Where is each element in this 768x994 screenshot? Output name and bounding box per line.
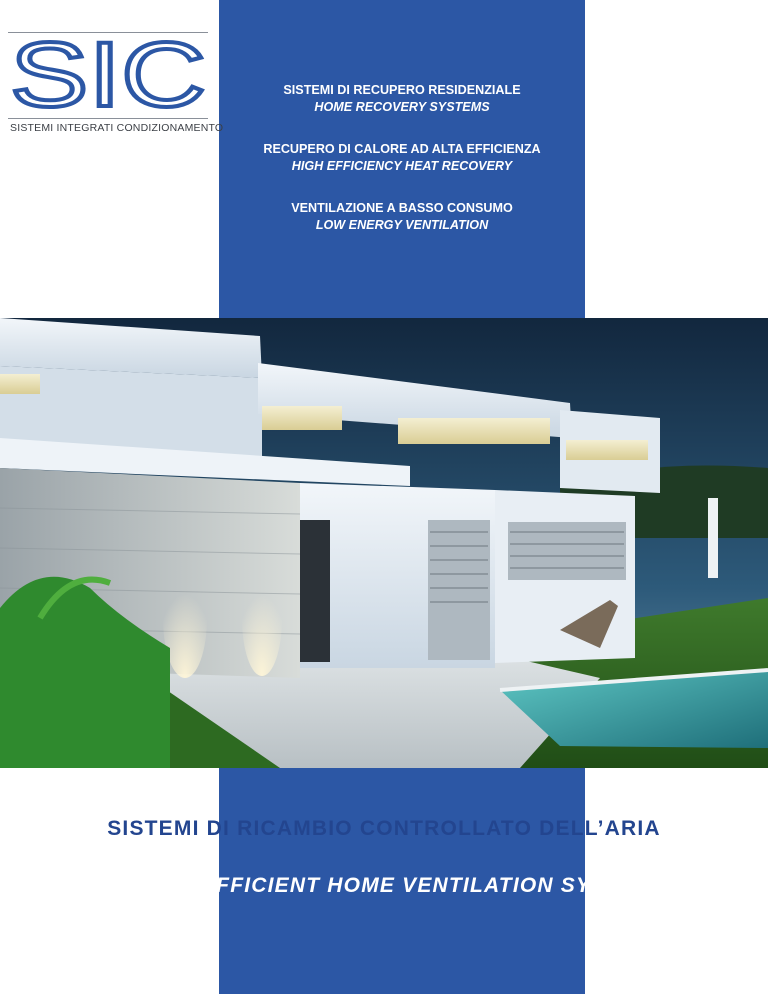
headline-it: SISTEMI DI RICAMBIO CONTROLLATO DELL’ARIA [107, 817, 661, 840]
logo-letters: SIC [10, 34, 206, 116]
logo-rule-top [8, 32, 208, 33]
sic-logo [8, 32, 224, 142]
logo-tagline: SISTEMI INTEGRATI CONDIZIONAMENTO [10, 122, 224, 134]
feature-item [219, 82, 585, 116]
feature-item [219, 200, 585, 234]
feature-title-en: LOW ENERGY VENTILATION [315, 218, 489, 232]
feature-title-it: VENTILAZIONE A BASSO CONSUMO [291, 201, 513, 215]
feature-title-en: HIGH EFFICIENCY HEAT RECOVERY [291, 159, 513, 173]
headline-en: ENERGY EFFICIENT HOME VENTILATION SYSTEMS [98, 874, 670, 897]
logo-rule-bottom [8, 118, 208, 119]
feature-item [219, 141, 585, 175]
feature-title-it: SISTEMI DI RECUPERO RESIDENZIALE [283, 83, 521, 97]
feature-title-en: HOME RECOVERY SYSTEMS [314, 100, 490, 114]
house-photo [0, 318, 768, 768]
feature-title-it: RECUPERO DI CALORE AD ALTA EFFICIENZA [263, 142, 541, 156]
feature-list [219, 82, 585, 259]
sic-logo-mark [8, 34, 208, 116]
